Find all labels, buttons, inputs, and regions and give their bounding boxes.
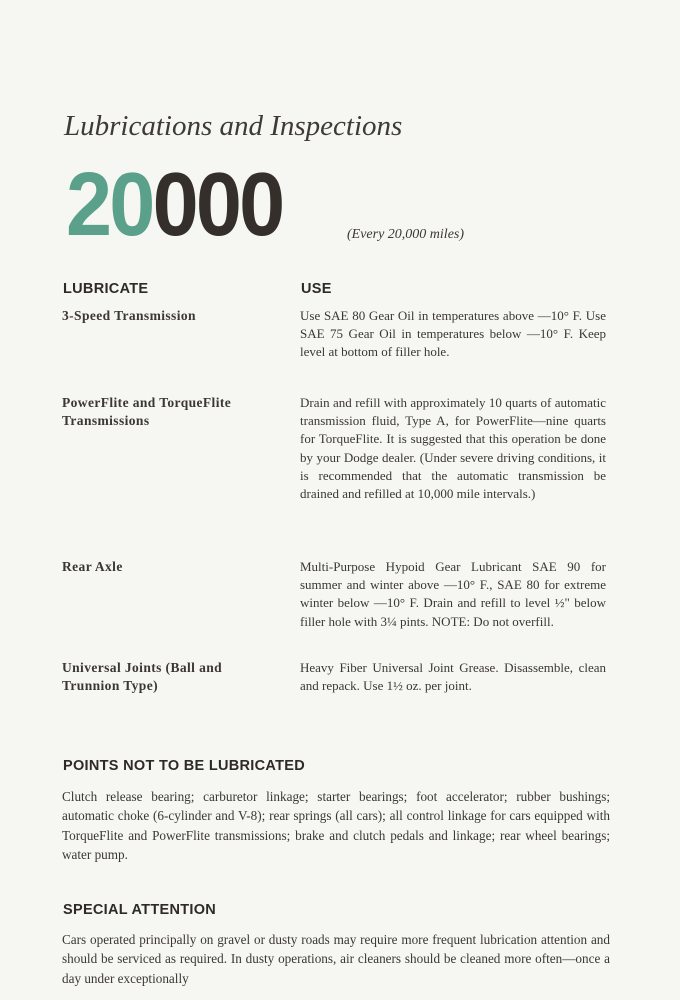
row-item: PowerFlite and TorqueFlite Transmissions: [62, 395, 232, 428]
row-use: Use SAE 80 Gear Oil in temperatures above —10° F. Use SAE 75 Gear Oil in temperatures below —10° F. Keep level at bottom of filler hole.: [300, 308, 606, 360]
row-item: 3-Speed Transmission: [62, 308, 196, 323]
mileage-caption: (Every 20,000 miles): [347, 227, 465, 242]
special-attention-heading: SPECIAL ATTENTION: [63, 902, 217, 918]
mileage-dark-digits: 000: [152, 155, 283, 255]
row-use: Multi-Purpose Hypoid Gear Lubricant SAE 90 for summer and winter above —10° F., SAE 80 for extreme winter below —10° F. Drain and refill to level ½" below filler hole with 3¼ pints. NOTE: Do not overfill.: [300, 559, 606, 629]
use-header: USE: [301, 281, 332, 297]
row-item: Rear Axle: [62, 559, 123, 574]
row-use: Drain and refill with approximately 10 quarts of automatic transmission fluid, Type A, for PowerFlite—nine quarts for TorqueFlite. It is suggested that this operation be done by your Dodge dealer. (Under severe driving conditions, it is recommended that the automatic transmission be drained and refilled at 10,000 mile intervals.): [300, 395, 606, 502]
lubricate-header: LUBRICATE: [63, 281, 149, 297]
points-not-heading: POINTS NOT TO BE LUBRICATED: [63, 758, 305, 774]
row-item: Universal Joints (Ball and Trunnion Type): [62, 660, 223, 693]
row-use: Heavy Fiber Universal Joint Grease. Disassemble, clean and repack. Use 1½ oz. per joint.: [300, 660, 606, 694]
mileage-teal-digits: 20: [66, 155, 153, 255]
mileage-number: [66, 155, 283, 255]
special-attention-text: Cars operated principally on gravel or dusty roads may require more frequent lubrication attention and should be serviced as required. In dusty operations, air cleaners should be cleaned more often—once a day under exceptionally: [62, 932, 610, 986]
points-not-text: Clutch release bearing; carburetor linkage; starter bearings; foot accelerator; rubber bushings; automatic choke (6-cylinder and V-8); rear springs (all cars); all control linkage for cars equipped with TorqueFlite and PowerFlite transmissions; brake and clutch pedals and linkage; rear wheel bearings; water pump.: [62, 789, 610, 862]
page-title: Lubrications and Inspections: [64, 110, 403, 142]
